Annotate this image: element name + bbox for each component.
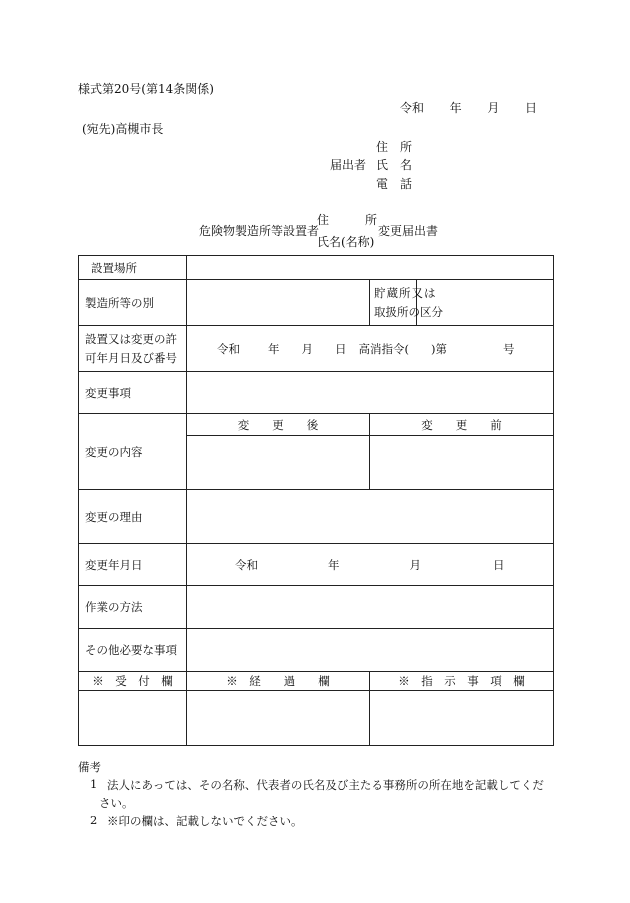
change-date-month: 月 — [409, 557, 421, 572]
change-items-field[interactable] — [187, 372, 554, 414]
applicant-phone-label: 電 話 — [376, 177, 413, 191]
row-change-items — [79, 372, 554, 414]
permit-label: 設置又は変更の許 可年月日及び番号 — [79, 326, 187, 372]
facility-type-label: 製造所等の別 — [79, 280, 187, 326]
title-suffix: 変更届出書 — [378, 224, 439, 238]
row-office-fields — [79, 691, 554, 746]
change-date-label: 変更年月日 — [79, 544, 187, 586]
other-field[interactable] — [187, 629, 554, 672]
row-office-header — [79, 672, 554, 691]
row-change-header — [79, 414, 554, 436]
row-work-method — [79, 586, 554, 629]
permit-field[interactable] — [187, 326, 554, 372]
row-permit — [79, 326, 554, 372]
note-2-number: 2 — [90, 813, 98, 827]
permit-paren-close: )第 — [431, 341, 447, 356]
addressee: (宛先)高槻市長 — [82, 122, 164, 136]
location-field[interactable] — [187, 256, 554, 280]
permit-month: 月 — [301, 341, 313, 356]
note-1-line1: 法人にあっては、その名称、代表者の氏名及び主たる事務所の所在地を記載してくだ — [107, 778, 544, 792]
permit-era: 令和 — [217, 341, 240, 356]
work-method-field[interactable] — [187, 586, 554, 629]
change-date-era: 令和 — [235, 557, 258, 572]
note-1-number: 1 — [90, 777, 98, 791]
location-label: 設置場所 — [79, 256, 187, 280]
row-location — [79, 256, 554, 280]
title-name: 氏名(名称) — [317, 235, 375, 249]
change-items-label: 変更事項 — [79, 372, 187, 414]
reason-field[interactable] — [187, 490, 554, 544]
facility-type-field[interactable] — [187, 280, 370, 326]
after-field[interactable] — [187, 436, 370, 490]
permit-year: 年 — [268, 341, 280, 356]
row-facility — [79, 280, 554, 326]
progress-header: ※ 経 過 欄 — [187, 672, 370, 691]
title-main: 危険物製造所等設置者 — [199, 224, 320, 238]
before-header: 変 更 前 — [370, 414, 554, 436]
row-other — [79, 629, 554, 672]
form-table — [78, 255, 554, 746]
permit-prefix: 高消指令( — [358, 341, 409, 356]
date-line — [400, 99, 537, 116]
reason-label: 変更の理由 — [79, 490, 187, 544]
date-year: 年 — [449, 101, 462, 115]
instructions-field — [370, 691, 554, 746]
storage-type-label: 貯蔵所又は 取扱所の区分 — [370, 280, 417, 326]
row-change-date — [79, 544, 554, 586]
permit-number: 号 — [503, 341, 515, 356]
title-address: 住 所 — [317, 213, 378, 227]
form-number: 様式第20号(第14条関係) — [78, 82, 214, 96]
reception-field — [79, 691, 187, 746]
change-date-day: 日 — [493, 557, 505, 572]
applicant-name-label: 氏 名 — [376, 158, 413, 172]
progress-field — [187, 691, 370, 746]
date-day: 日 — [525, 101, 538, 115]
change-date-year: 年 — [328, 557, 340, 572]
permit-day: 日 — [335, 341, 347, 356]
applicant-address-label: 住 所 — [376, 140, 413, 154]
reception-header: ※ 受 付 欄 — [79, 672, 187, 691]
date-era: 令和 — [400, 101, 425, 115]
row-reason — [79, 490, 554, 544]
instructions-header: ※ 指 示 事 項 欄 — [370, 672, 554, 691]
note-2-line1: ※印の欄は、記載しないでください。 — [107, 814, 303, 828]
note-1-line2: さい。 — [99, 796, 134, 810]
notes-title: 備考 — [78, 760, 101, 774]
change-content-label: 変更の内容 — [79, 414, 187, 490]
after-header: 変 更 後 — [187, 414, 370, 436]
other-label: その他必要な事項 — [79, 629, 187, 672]
date-month: 月 — [487, 101, 500, 115]
work-method-label: 作業の方法 — [79, 586, 187, 629]
applicant-label: 届出者 — [330, 158, 367, 172]
before-field[interactable] — [370, 436, 554, 490]
change-date-field[interactable] — [187, 544, 554, 586]
